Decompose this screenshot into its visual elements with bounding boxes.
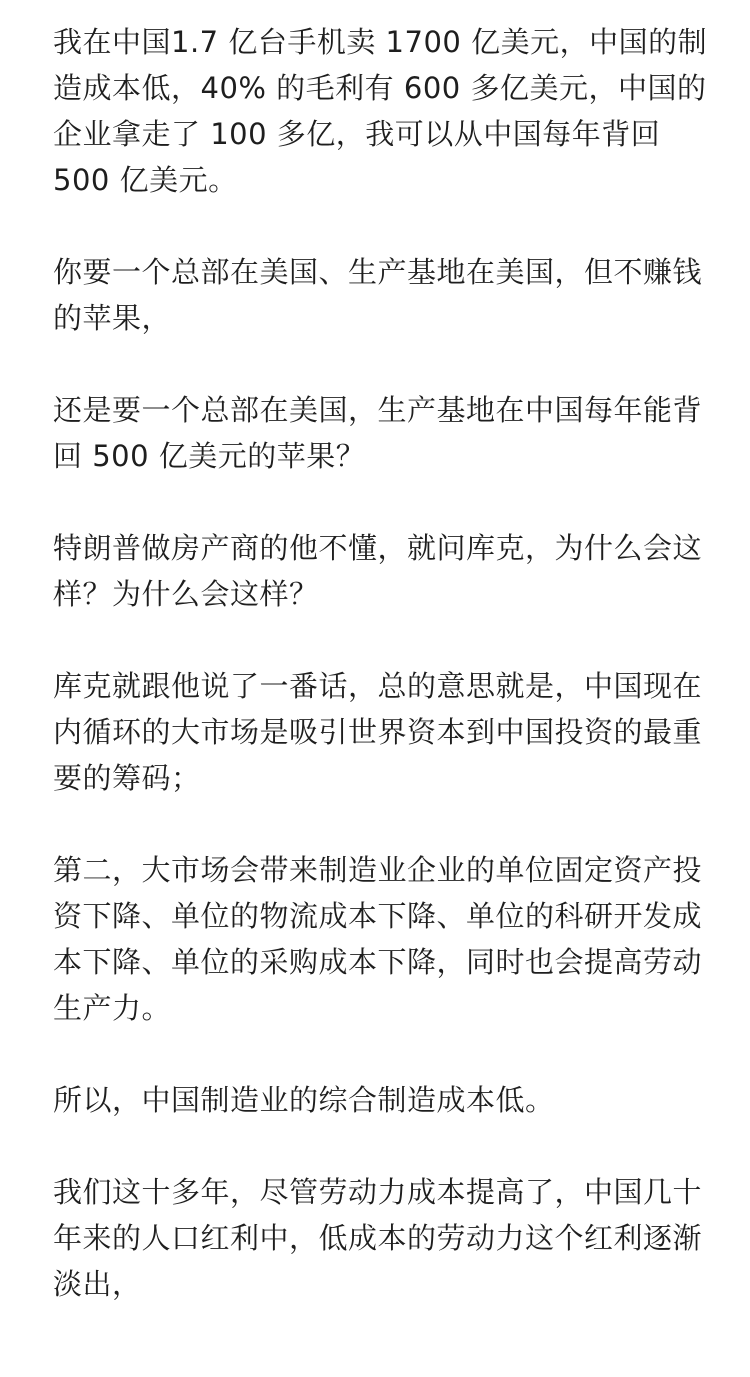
text-line: 样？为什么会这样？ [53, 577, 319, 611]
paragraph-1 [53, 19, 708, 203]
text-line: 要的筹码； [53, 761, 201, 795]
paragraph-4 [53, 525, 703, 617]
paragraph-8 [53, 1169, 703, 1307]
paragraph-5 [53, 663, 703, 801]
text-line: 第二，大市场会带来制造业企业的单位固定资产投 [53, 853, 703, 887]
text-line: 生产力。 [53, 991, 172, 1025]
text-line: 回 500 亿美元的苹果？ [53, 439, 366, 473]
text-line: 年来的人口红利中，低成本的劳动力这个红利逐渐 [53, 1221, 703, 1255]
paragraph-7 [53, 1077, 700, 1123]
text-line: 内循环的大市场是吸引世界资本到中国投资的最重 [53, 715, 703, 749]
text-line: 我们这十多年，尽管劳动力成本提高了，中国几十 [53, 1175, 703, 1209]
paragraph-2 [53, 249, 703, 341]
text-line: 还是要一个总部在美国，生产基地在中国每年能背 [53, 393, 703, 427]
text-line: 所以，中国制造业的综合制造成本低。 [53, 1083, 555, 1117]
text-line: 我在中国1.7 亿台手机卖 1700 亿美元，中国的制 [53, 25, 708, 59]
paragraph-6 [53, 847, 703, 1031]
text-line: 造成本低，40% 的毛利有 600 多亿美元，中国的 [53, 71, 707, 105]
text-line: 500 亿美元。 [53, 163, 238, 197]
text-line: 库克就跟他说了一番话，总的意思就是，中国现在 [53, 669, 703, 703]
text-line: 特朗普做房产商的他不懂，就问库克，为什么会这 [53, 531, 703, 565]
text-line: 的苹果， [53, 301, 172, 335]
text-line: 淡出， [53, 1267, 142, 1301]
text-line: 你要一个总部在美国、生产基地在美国，但不赚钱 [53, 255, 703, 289]
text-line: 企业拿走了 100 多亿，我可以从中国每年背回 [53, 117, 661, 151]
text-line: 资下降、单位的物流成本下降、单位的科研开发成 [53, 899, 703, 933]
text-line: 本下降、单位的采购成本下降，同时也会提高劳动 [53, 945, 703, 979]
paragraph-3 [53, 387, 703, 479]
